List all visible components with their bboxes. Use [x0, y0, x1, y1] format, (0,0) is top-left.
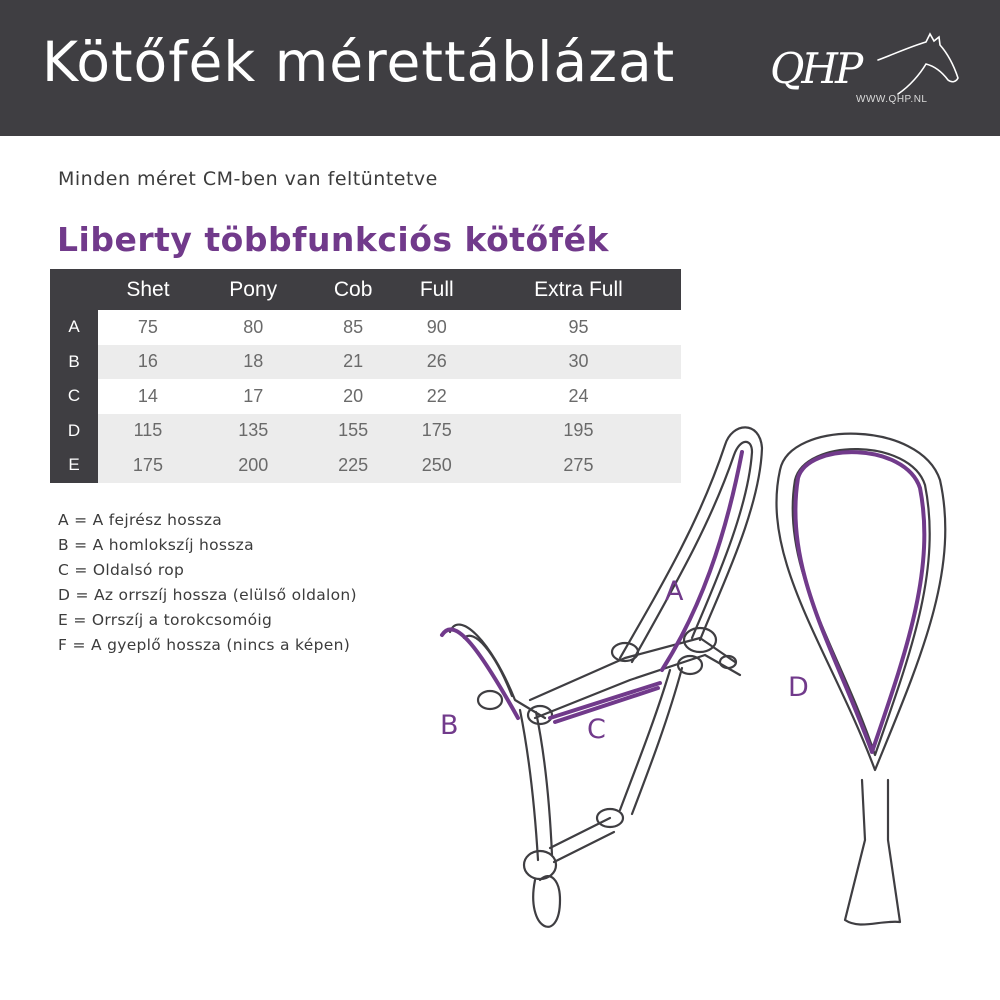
- column-header: Pony: [198, 269, 309, 310]
- table-cell: 75: [137, 316, 158, 337]
- table-cell: 115: [98, 414, 198, 449]
- table-cell: 225: [309, 448, 398, 483]
- table-cell: 18: [198, 345, 309, 380]
- page-title: Kötőfék mérettáblázat: [42, 30, 676, 94]
- halter-illustration: [400, 400, 1000, 960]
- table-cell: 250: [398, 448, 476, 483]
- product-title: Liberty többfunkciós kötőfék: [57, 220, 609, 259]
- table-cell: 85: [343, 316, 364, 337]
- row-label: D: [50, 414, 98, 449]
- table-cell: 20: [343, 385, 364, 406]
- table-cell: 17: [243, 385, 264, 406]
- table-row: [50, 310, 681, 345]
- knot-1: [478, 691, 502, 709]
- brand-logo: [760, 28, 960, 118]
- row-label: B: [50, 345, 98, 380]
- diagram-label-d: D: [788, 672, 809, 703]
- legend-item: C = Oldalsó rop: [58, 561, 185, 579]
- table-cell: 26: [398, 345, 476, 380]
- table-cell: 200: [198, 448, 309, 483]
- measure-line-c1: [550, 683, 660, 718]
- horse-head-icon: [860, 32, 960, 98]
- logo-url: WWW.QHP.NL: [856, 94, 928, 105]
- legend-item: A = A fejrész hossza: [58, 511, 223, 529]
- column-header: Shet: [98, 269, 198, 310]
- left-cheek-inner: [536, 712, 552, 855]
- knot-5: [678, 656, 702, 674]
- header-banner: [0, 0, 1000, 136]
- table-cell: 24: [568, 385, 589, 406]
- table-header-row: [50, 269, 681, 310]
- table-cell: 80: [243, 316, 264, 337]
- measure-line-d: [795, 452, 924, 752]
- table-cell: 135: [198, 414, 309, 449]
- table-cell: 30: [476, 345, 681, 380]
- diagram-label-b: B: [440, 710, 459, 741]
- diagram-label-c: C: [587, 714, 606, 745]
- table-cell: 16: [98, 345, 198, 380]
- row-label: E: [50, 448, 98, 483]
- column-header: Cob: [309, 269, 398, 310]
- left-cheek: [520, 710, 538, 860]
- table-corner: [50, 269, 98, 310]
- table-cell: 22: [426, 385, 447, 406]
- table-cell: 155: [309, 414, 398, 449]
- column-header: Full: [398, 269, 476, 310]
- table-cell: 14: [137, 385, 158, 406]
- noseband-lower: [535, 655, 740, 718]
- lead-loop: [533, 876, 560, 927]
- legend-item: F = A gyeplő hossza (nincs a képen): [58, 636, 351, 654]
- table-cell: 275: [476, 448, 681, 483]
- table-row: [50, 345, 681, 380]
- table-cell: 175: [98, 448, 198, 483]
- halter-diagram: [400, 400, 1000, 960]
- table-cell: 95: [568, 316, 589, 337]
- legend-list: [58, 508, 357, 658]
- units-note: Minden méret CM-ben van feltüntetve: [58, 168, 438, 190]
- knot-7: [524, 851, 556, 879]
- legend-item: B = A homlokszíj hossza: [58, 536, 254, 554]
- rope-tail: [845, 780, 900, 925]
- table-cell: 175: [398, 414, 476, 449]
- jaw-rope-inner: [554, 832, 614, 862]
- diagram-label-a: A: [665, 576, 684, 607]
- jaw-rope: [550, 818, 610, 848]
- table-cell: 90: [426, 316, 447, 337]
- table-cell: 21: [309, 345, 398, 380]
- legend-item: E = Orrszíj a torokcsomóig: [58, 611, 273, 629]
- legend-item: D = Az orrszíj hossza (elülső oldalon): [58, 586, 357, 604]
- table-cell: 195: [476, 414, 681, 449]
- column-header: Extra Full: [476, 269, 681, 310]
- row-label: A: [50, 310, 98, 345]
- row-label: C: [50, 379, 98, 414]
- logo-text: QHP: [770, 44, 861, 93]
